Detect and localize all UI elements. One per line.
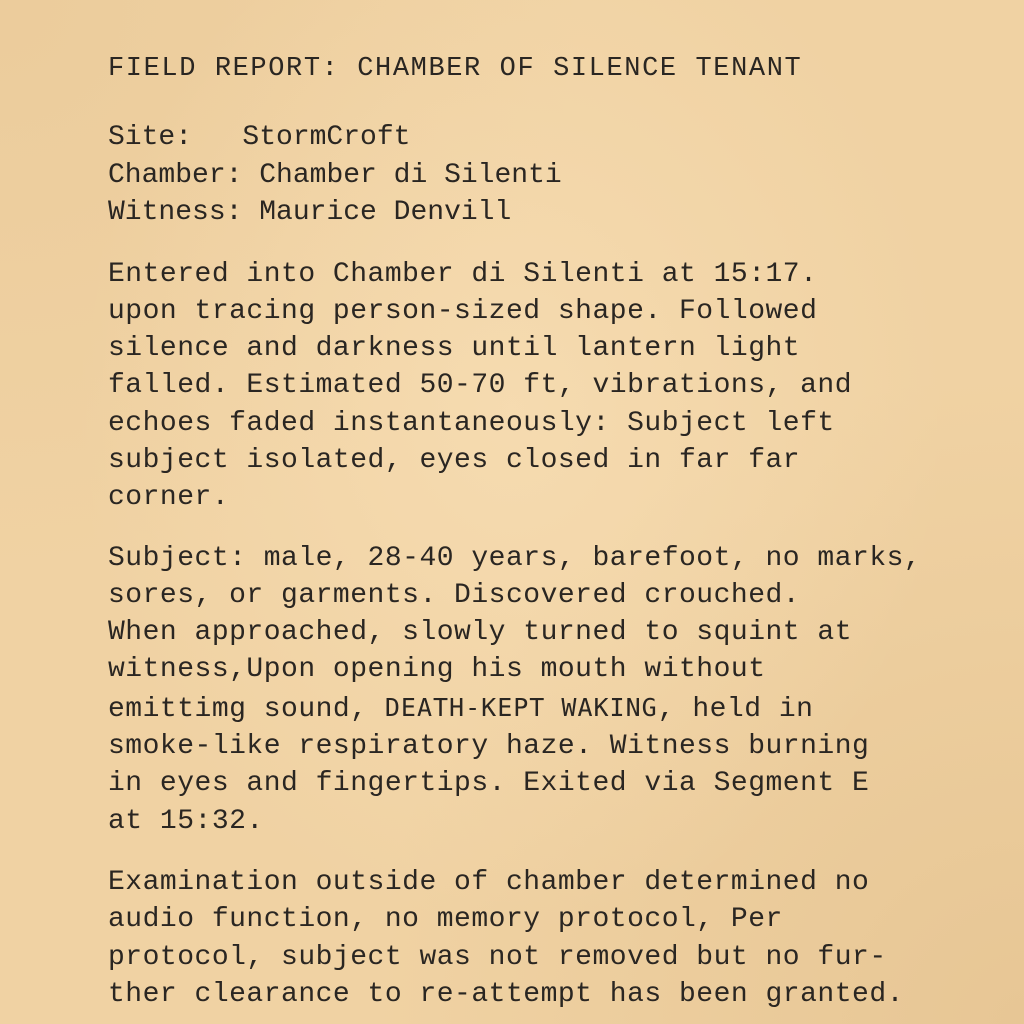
report-line: falled. Estimated 50-70 ft, vibrations, and: [108, 370, 853, 402]
meta-witness-value: Maurice Denvill: [259, 197, 512, 228]
meta-chamber-label: Chamber:: [108, 159, 260, 191]
report-line: echoes faded instantaneously: Subject left: [108, 407, 835, 439]
report-line: audio function, no memory protocol, Per: [108, 904, 783, 936]
report-line: ther clearance to re-attempt has been granted.: [108, 978, 904, 1010]
report-line: When approached, slowly turned to squint at: [108, 617, 853, 649]
report-line: smoke-like respiratory haze. Witness burning: [108, 731, 870, 763]
report-line: upon tracing person-sized shape. Followed: [108, 295, 818, 327]
meta-chamber-value: Chamber di Silenti: [259, 159, 562, 191]
report-paragraph-subject: [108, 540, 988, 840]
report-line: Subject: male, 28-40 years, barefoot, no marks,: [108, 542, 922, 574]
report-line: in eyes and fingertips. Exited via Segment E: [108, 768, 870, 800]
report-line: Entered into Chamber di Silenti at 15:17.: [108, 258, 818, 290]
report-line: subject isolated, eyes closed in far far: [108, 444, 801, 476]
field-report-document: [108, 50, 988, 1013]
report-meta-block: [108, 119, 988, 232]
meta-witness-row: [108, 194, 988, 232]
meta-site-label: Site:: [108, 122, 243, 153]
report-line: silence and darkness until lantern light: [108, 333, 801, 365]
report-title: FIELD REPORT: CHAMBER OF SILENCE TENANT: [108, 54, 803, 84]
meta-chamber-row: [108, 157, 988, 195]
line-suffix: , held in: [657, 693, 814, 725]
line-prefix: emittimg sound,: [108, 693, 385, 725]
meta-site-row: [108, 119, 988, 157]
report-line: Examination outside of chamber determined no: [108, 866, 870, 898]
report-line: sores, or garments. Discovered crouched.: [108, 579, 801, 611]
report-paragraph-entry: [108, 256, 988, 517]
report-line: witness,Upon opening his mouth without: [108, 654, 766, 686]
emphasis-phrase: DEATH-KEPT WAKING: [384, 692, 658, 722]
report-line-with-emphasis: [108, 689, 988, 728]
report-line: at 15:32.: [108, 805, 264, 837]
report-line: protocol, subject was not removed but no fur-: [108, 941, 887, 973]
report-line: corner.: [108, 482, 230, 514]
meta-witness-label: Witness:: [108, 197, 260, 228]
report-paragraph-examination: [108, 864, 988, 1013]
meta-site-value: StormCroft: [242, 122, 411, 153]
